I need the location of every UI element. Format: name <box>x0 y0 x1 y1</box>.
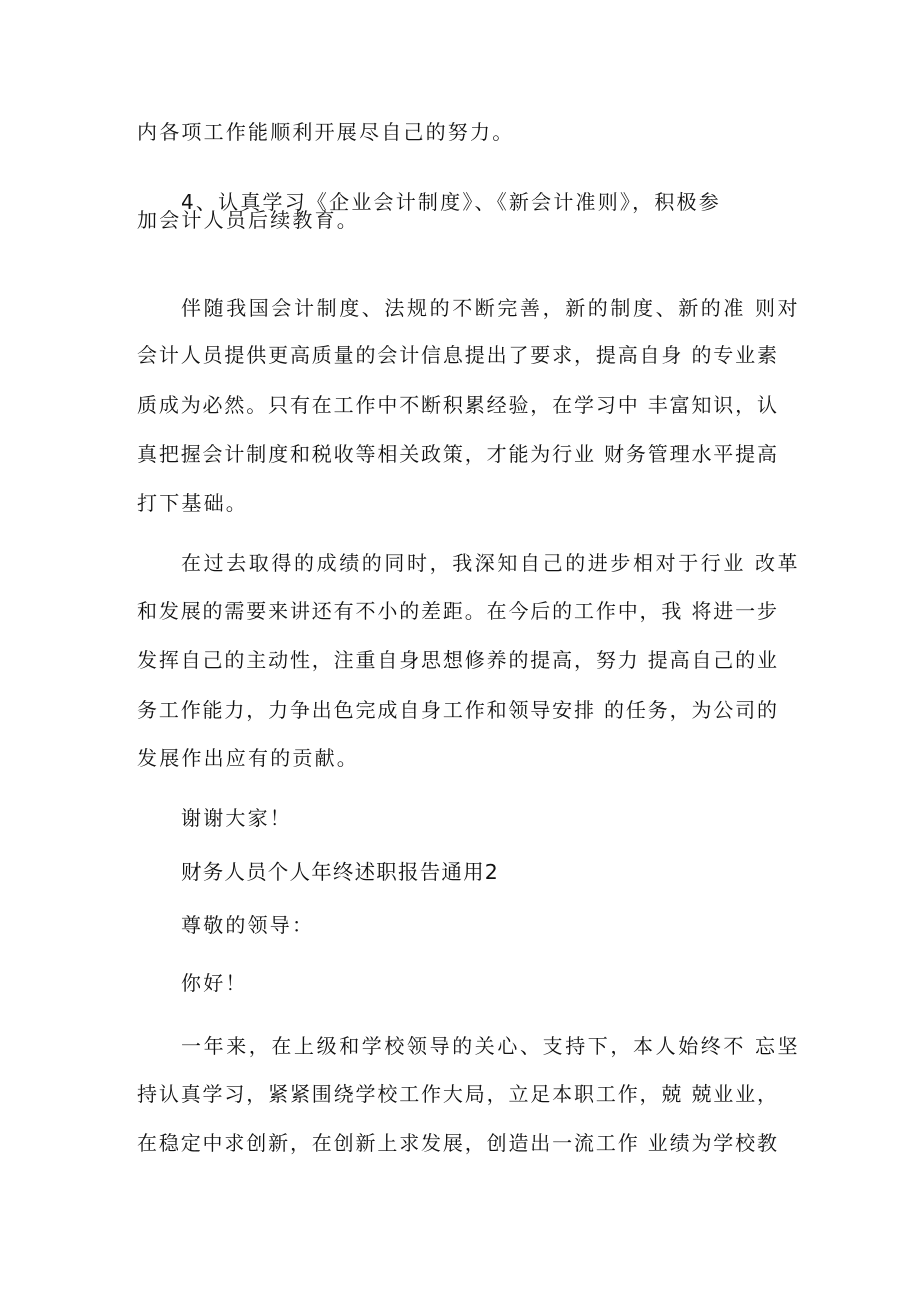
text-line-6: 质成为必然。只有在工作中不断积累经验，在学习中 丰富知识，认 <box>137 393 777 417</box>
text-line-18: 一年来，在上级和学校领导的关心、支持下，本人始终不 忘坚 <box>181 1034 801 1058</box>
text-line-2: 4、认真学习《企业会计制度》、《新会计准则》，积极参 <box>181 190 721 214</box>
text-line-20: 在稳定中求创新，在创新上求发展，创造出一流工作 业绩为学校教 <box>137 1131 777 1155</box>
text-line-5: 会计人员提供更高质量的会计信息提出了要求，提高自身 的专业素 <box>137 343 777 367</box>
section-heading: 财务人员个人年终述职报告通用2 <box>181 860 500 884</box>
text-line-9: 在过去取得的成绩的同时，我深知自己的进步相对于行业 改革 <box>181 551 801 575</box>
text-line-10: 和发展的需要来讲还有不小的差距。在今后的工作中，我 将进一步 <box>137 599 777 623</box>
text-line-3: 加会计人员后续教育。 <box>137 208 359 232</box>
text-line-14: 谢谢大家！ <box>181 806 292 830</box>
text-line-1: 内各项工作能顺利开展尽自己的努力。 <box>137 120 515 144</box>
text-line-19: 持认真学习，紧紧围绕学校工作大局，立足本职工作，兢 兢业业， <box>137 1082 777 1106</box>
text-line-11: 发挥自己的主动性，注重自身思想修养的提高，努力 提高自己的业 <box>137 648 777 672</box>
salutation: 尊敬的领导： <box>181 913 315 937</box>
text-line-7: 真把握会计制度和税收等相关政策，才能为行业 财务管理水平提高 <box>137 442 777 466</box>
text-line-8: 打下基础。 <box>137 491 248 515</box>
text-line-4: 伴随我国会计制度、法规的不断完善，新的制度、新的准 则对 <box>181 296 801 320</box>
text-line-13: 发展作出应有的贡献。 <box>137 746 359 770</box>
text-line-12: 务工作能力，力争出色完成自身工作和领导安排 的任务，为公司的 <box>137 698 777 722</box>
greeting: 你好！ <box>181 971 248 995</box>
